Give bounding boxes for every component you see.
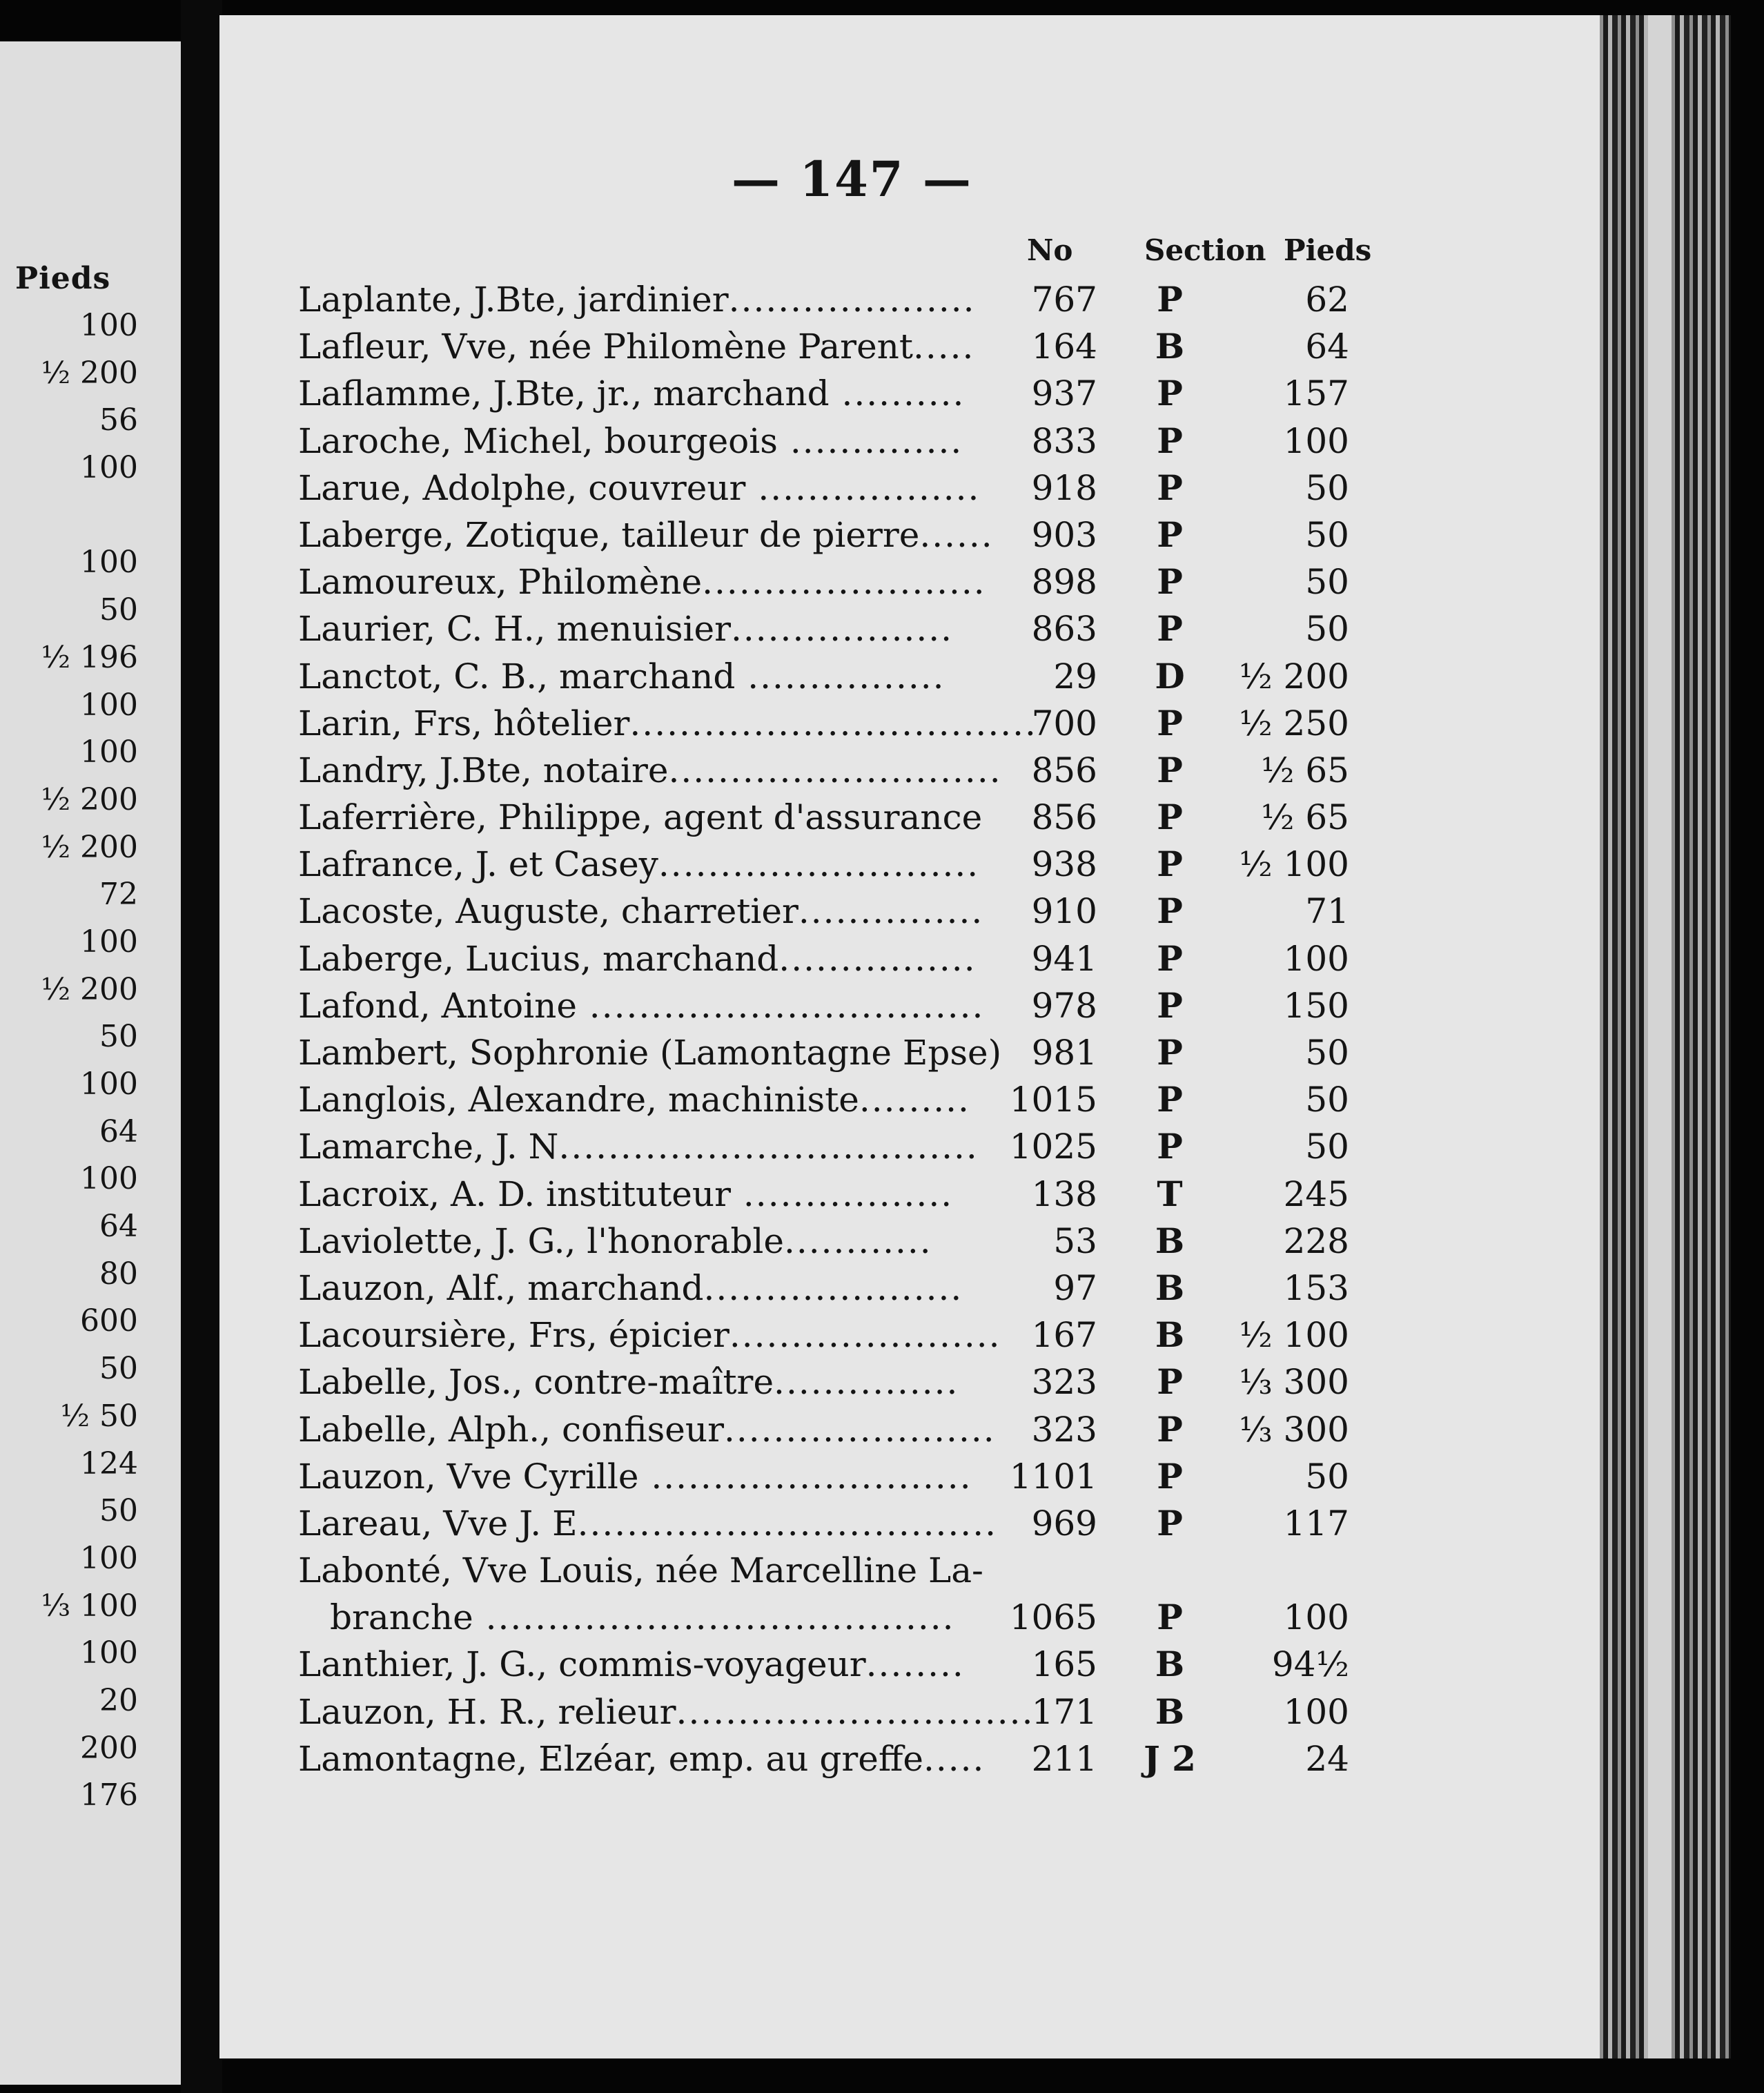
table-row xyxy=(290,794,1394,841)
entry-number: 1101 xyxy=(1009,1456,1097,1497)
entry-pieds: 50 xyxy=(1305,1033,1349,1073)
leader-dots: ............................. xyxy=(676,1691,1035,1732)
entry-section: P xyxy=(1157,1032,1183,1073)
table-row xyxy=(290,1029,1394,1076)
entry-section: P xyxy=(1157,890,1183,932)
entry-name xyxy=(298,1218,995,1265)
leader-dots: ............... xyxy=(798,891,984,932)
entry-section: P xyxy=(1157,561,1183,603)
entry-section: P xyxy=(1157,420,1183,461)
facing-page-value: 50 xyxy=(99,1351,138,1387)
entry-section: P xyxy=(1157,467,1183,508)
entry-name-text: Lacroix, A. D. instituteur xyxy=(298,1174,732,1214)
entry-pieds: 50 xyxy=(1305,609,1349,650)
entry-name xyxy=(298,794,995,841)
entry-section: B xyxy=(1155,1691,1185,1732)
leader-dots: ...................................... xyxy=(473,1597,955,1638)
entry-section: P xyxy=(1157,749,1183,790)
table-row xyxy=(290,558,1394,605)
facing-page-value: ½ 200 xyxy=(41,355,138,391)
leader-dots: ...................... xyxy=(729,1315,1001,1356)
entry-name-text: Lacoste, Auguste, charretier xyxy=(298,891,798,932)
table-row xyxy=(290,465,1394,512)
entry-section: P xyxy=(1157,1361,1183,1403)
entry-number: 856 xyxy=(1031,797,1097,838)
entry-name xyxy=(298,1735,995,1782)
facing-page-value: 100 xyxy=(80,1161,138,1197)
facing-page-value: 64 xyxy=(99,1113,138,1149)
entry-number: 918 xyxy=(1031,467,1097,508)
facing-page-value: 72 xyxy=(99,877,138,913)
leader-dots: .................... xyxy=(728,280,976,320)
entry-name-text: Labelle, Jos., contre-maître xyxy=(298,1362,774,1403)
entry-number: 29 xyxy=(1053,656,1097,697)
facing-page-value: ½ 200 xyxy=(41,829,138,865)
entry-pieds: ½ 250 xyxy=(1239,703,1349,743)
entry-name-text: Larin, Frs, hôtelier xyxy=(298,703,630,743)
facing-page-value: 600 xyxy=(80,1303,138,1339)
entry-number: 767 xyxy=(1031,280,1097,320)
leader-dots: ..... xyxy=(912,327,975,367)
entry-name-text: Lafleur, Vve, née Philomène Parent xyxy=(298,327,913,367)
table-row xyxy=(290,841,1394,888)
entry-name xyxy=(298,888,995,935)
facing-page-value: 50 xyxy=(99,1493,138,1529)
entry-number: 863 xyxy=(1031,609,1097,650)
facing-page-value: 100 xyxy=(80,734,138,770)
entry-pieds: 100 xyxy=(1283,938,1349,979)
table-row xyxy=(290,700,1394,747)
entry-pieds: ½ 100 xyxy=(1239,844,1349,885)
table-row xyxy=(290,1406,1394,1453)
entry-name xyxy=(298,1500,995,1547)
entry-pieds: ⅓ 300 xyxy=(1239,1409,1349,1450)
entry-name-text: Lauzon, H. R., relieur xyxy=(298,1691,676,1732)
entry-name xyxy=(298,605,995,652)
entry-name-text: Lafond, Antoine xyxy=(298,985,577,1026)
entry-name xyxy=(298,747,1002,794)
facing-page-value: ⅓ 100 xyxy=(41,1588,138,1624)
register-table xyxy=(290,276,1394,1782)
entry-number: 938 xyxy=(1031,844,1097,885)
entry-name-text: Lauzon, Vve Cyrille xyxy=(298,1456,639,1497)
facing-page-value: 200 xyxy=(80,1730,138,1766)
facing-page-value: 20 xyxy=(99,1682,138,1718)
entry-pieds: 50 xyxy=(1305,467,1349,508)
table-row xyxy=(290,888,1394,935)
leader-dots: ................. xyxy=(731,1174,954,1214)
leader-dots: ................ xyxy=(778,938,977,979)
entry-pieds: 228 xyxy=(1283,1220,1349,1261)
entry-name-text: Laferrière, Philippe, agent d'assurance xyxy=(298,797,983,838)
leader-dots: .......................... xyxy=(658,844,980,885)
entry-name-text: Labonté, Vve Louis, née Marcelline La- xyxy=(298,1550,983,1591)
column-header-pieds: Pieds xyxy=(1284,233,1372,267)
table-row xyxy=(290,1500,1394,1547)
entry-name-text: Lanctot, C. B., marchand xyxy=(298,656,736,697)
leader-dots: ...................... xyxy=(723,1409,996,1450)
entry-number: 165 xyxy=(1031,1644,1097,1685)
entry-number: 138 xyxy=(1031,1174,1097,1214)
entry-number: 1065 xyxy=(1009,1597,1097,1638)
entry-section: D xyxy=(1155,655,1185,697)
entry-name xyxy=(298,1029,1002,1076)
table-row xyxy=(290,1453,1394,1500)
entry-name-text: Langlois, Alexandre, machiniste xyxy=(298,1080,859,1120)
entry-section: P xyxy=(1157,1597,1183,1638)
entry-name xyxy=(298,323,995,370)
leader-dots: .......... xyxy=(829,373,966,414)
entry-name-text: Lambert, Sophronie (Lamontagne Epse) xyxy=(298,1033,1002,1073)
leader-dots: ..................... xyxy=(703,1267,963,1308)
facing-page-value: ½ 196 xyxy=(41,639,138,675)
book-gutter xyxy=(181,0,222,2093)
entry-pieds: 50 xyxy=(1305,1127,1349,1167)
leader-dots: ..... xyxy=(923,1738,986,1779)
entry-pieds: 157 xyxy=(1283,373,1349,414)
entry-name xyxy=(330,1594,1027,1641)
entry-name-text: Lacoursière, Frs, épicier xyxy=(298,1315,729,1356)
entry-pieds: ½ 200 xyxy=(1239,656,1349,697)
entry-name-text: Lamarche, J. N xyxy=(298,1127,559,1167)
entry-name-text: Laviolette, J. G., l'honorable xyxy=(298,1220,784,1261)
table-row xyxy=(290,1171,1394,1218)
leader-dots: ................................. xyxy=(629,703,1037,743)
table-row xyxy=(290,370,1394,417)
facing-page-value: 56 xyxy=(99,402,138,438)
entry-name-text: Laplante, J.Bte, jardinier xyxy=(298,280,729,320)
entry-number: 941 xyxy=(1031,938,1097,979)
table-row xyxy=(290,1547,1394,1594)
entry-number: 171 xyxy=(1031,1691,1097,1732)
entry-name xyxy=(298,465,995,512)
facing-page-header: Pieds xyxy=(15,261,111,296)
leader-dots: ....................... xyxy=(702,562,986,603)
column-header-section: Section xyxy=(1144,233,1266,267)
entry-name xyxy=(298,935,995,982)
entry-name xyxy=(298,370,995,417)
entry-pieds: ½ 65 xyxy=(1261,750,1349,790)
page-edges xyxy=(1600,15,1731,2058)
entry-pieds: ½ 65 xyxy=(1261,797,1349,838)
entry-number: 903 xyxy=(1031,514,1097,555)
entry-section: P xyxy=(1157,937,1183,979)
entry-number: 898 xyxy=(1031,562,1097,603)
facing-page-value: 100 xyxy=(80,1635,138,1671)
entry-name xyxy=(298,1265,995,1312)
entry-pieds: 100 xyxy=(1283,1691,1349,1732)
entry-pieds: 50 xyxy=(1305,1456,1349,1497)
entry-name xyxy=(298,1688,1035,1735)
entry-section: P xyxy=(1157,1126,1183,1167)
entry-name xyxy=(298,1076,995,1123)
table-row xyxy=(290,418,1394,465)
facing-page-value: 100 xyxy=(80,1067,138,1102)
leader-dots: ........ xyxy=(865,1644,965,1685)
entry-section: P xyxy=(1157,844,1183,885)
facing-page xyxy=(0,41,181,2085)
entry-pieds: 245 xyxy=(1283,1174,1349,1214)
facing-page-value xyxy=(0,492,138,540)
page-number: — 147 — xyxy=(732,150,972,208)
entry-pieds: 50 xyxy=(1305,1080,1349,1120)
entry-name xyxy=(298,276,995,323)
entry-name-text: Larue, Adolphe, couvreur xyxy=(298,467,746,508)
entry-section: P xyxy=(1157,373,1183,414)
entry-pieds: 117 xyxy=(1283,1503,1349,1544)
entry-name-text: Lamoureux, Philomène xyxy=(298,562,703,603)
facing-page-value: ½ 50 xyxy=(60,1398,138,1434)
entry-number: 97 xyxy=(1053,1267,1097,1308)
facing-page-value: 100 xyxy=(80,450,138,486)
table-row xyxy=(290,1218,1394,1265)
table-row xyxy=(290,653,1394,700)
table-row xyxy=(290,1688,1394,1735)
table-row xyxy=(290,605,1394,652)
entry-section: J 2 xyxy=(1144,1737,1196,1779)
facing-page-value: ½ 200 xyxy=(41,781,138,817)
entry-section: B xyxy=(1155,1267,1185,1308)
table-row xyxy=(290,1265,1394,1312)
entry-name xyxy=(298,512,995,558)
entry-name-text: Lanthier, J. G., commis-voyageur xyxy=(298,1644,866,1685)
facing-page-value: 100 xyxy=(80,545,138,581)
entry-number: 211 xyxy=(1031,1738,1097,1779)
facing-page-value: 64 xyxy=(99,1209,138,1245)
facing-page-value: 100 xyxy=(80,687,138,723)
entry-section: B xyxy=(1155,1644,1185,1685)
entry-name-text: Laberge, Zotique, tailleur de pierre xyxy=(298,514,920,555)
entry-section: P xyxy=(1157,279,1183,320)
leader-dots: .......................... xyxy=(638,1456,972,1497)
entry-name-text: Lamontagne, Elzéar, emp. au greffe xyxy=(298,1738,923,1779)
entry-section: P xyxy=(1157,514,1183,555)
entry-number: 53 xyxy=(1053,1220,1097,1261)
leader-dots: .................................. xyxy=(558,1127,979,1167)
leader-dots: ................................ xyxy=(576,985,985,1026)
leader-dots: ........................... xyxy=(668,750,1002,790)
entry-number: 833 xyxy=(1031,420,1097,461)
leader-dots: ......... xyxy=(859,1080,970,1120)
facing-page-value: 80 xyxy=(99,1256,138,1292)
leader-dots: ...... xyxy=(919,514,994,555)
entry-name xyxy=(298,418,995,465)
entry-pieds: 100 xyxy=(1283,420,1349,461)
facing-page-value: 50 xyxy=(99,592,138,628)
entry-name-text: Lauzon, Alf., marchand xyxy=(298,1267,704,1308)
entry-name xyxy=(298,1453,995,1500)
entry-name-text: Laurier, C. H., menuisier xyxy=(298,609,731,650)
entry-number: 167 xyxy=(1031,1315,1097,1356)
entry-pieds: 62 xyxy=(1305,280,1349,320)
entry-pieds: 71 xyxy=(1305,891,1349,932)
entry-number: 323 xyxy=(1031,1409,1097,1450)
entry-name xyxy=(298,1312,1001,1359)
facing-page-value: ½ 200 xyxy=(41,971,138,1007)
entry-section: P xyxy=(1157,1455,1183,1497)
entry-number: 937 xyxy=(1031,373,1097,414)
entry-name-text: Laflamme, J.Bte, jr., marchand xyxy=(298,373,830,414)
leader-dots: ............... xyxy=(774,1362,959,1403)
table-row xyxy=(290,512,1394,558)
facing-page-value: 100 xyxy=(80,308,138,343)
table-row xyxy=(290,747,1394,794)
entry-section: P xyxy=(1157,1408,1183,1450)
entry-name-text: Laberge, Lucius, marchand xyxy=(298,938,779,979)
entry-section: P xyxy=(1157,1502,1183,1544)
entry-name xyxy=(298,1171,995,1218)
facing-page-value: 50 xyxy=(99,1019,138,1055)
entry-number: 981 xyxy=(1031,1033,1097,1073)
table-row xyxy=(290,1641,1394,1688)
table-row xyxy=(290,323,1394,370)
entry-section: B xyxy=(1155,326,1185,367)
entry-pieds: 64 xyxy=(1305,327,1349,367)
leader-dots: .................................. xyxy=(577,1503,997,1544)
entry-name xyxy=(298,1123,995,1170)
entry-name-text: Labelle, Alph., confiseur xyxy=(298,1409,724,1450)
entry-section: P xyxy=(1157,702,1183,743)
entry-pieds: 153 xyxy=(1283,1267,1349,1308)
leader-dots: ............ xyxy=(783,1220,932,1261)
entry-section: P xyxy=(1157,797,1183,838)
facing-page-value: 100 xyxy=(80,924,138,960)
column-header-no: No xyxy=(1027,233,1073,267)
table-row xyxy=(290,276,1394,323)
facing-page-value: 100 xyxy=(80,1540,138,1576)
entry-number: 910 xyxy=(1031,891,1097,932)
entry-number: 1015 xyxy=(1009,1080,1097,1120)
entry-pieds: 150 xyxy=(1283,985,1349,1026)
entry-number: 700 xyxy=(1031,703,1097,743)
entry-name xyxy=(298,1547,995,1594)
entry-pieds: 50 xyxy=(1305,514,1349,555)
entry-name xyxy=(298,1406,995,1453)
facing-page-pieds-column xyxy=(0,302,138,1820)
entry-section: B xyxy=(1155,1314,1185,1356)
entry-pieds: 24 xyxy=(1305,1738,1349,1779)
entry-name-text: Laroche, Michel, bourgeois xyxy=(298,420,778,461)
entry-name xyxy=(298,1359,995,1405)
table-row xyxy=(290,982,1394,1029)
entry-section: P xyxy=(1157,608,1183,650)
entry-pieds: 94½ xyxy=(1271,1644,1349,1685)
table-row xyxy=(290,1594,1394,1641)
entry-name xyxy=(298,1641,995,1688)
table-row xyxy=(290,1359,1394,1405)
entry-number: 856 xyxy=(1031,750,1097,790)
entry-number: 978 xyxy=(1031,985,1097,1026)
table-row xyxy=(290,1076,1394,1123)
leader-dots: .................. xyxy=(745,467,981,508)
entry-pieds: 50 xyxy=(1305,562,1349,603)
entry-section: P xyxy=(1157,984,1183,1026)
table-row xyxy=(290,935,1394,982)
entry-name xyxy=(298,653,995,700)
entry-name-text: Lareau, Vve J. E xyxy=(298,1503,578,1544)
entry-name xyxy=(298,982,995,1029)
entry-name xyxy=(298,700,1037,747)
entry-pieds: ⅓ 300 xyxy=(1239,1362,1349,1403)
table-row xyxy=(290,1735,1394,1782)
leader-dots: .............. xyxy=(777,420,963,461)
entry-number: 164 xyxy=(1031,327,1097,367)
entry-number: 1025 xyxy=(1009,1127,1097,1167)
entry-name-text: branche xyxy=(330,1597,473,1638)
entry-section: T xyxy=(1157,1173,1183,1214)
entry-section: B xyxy=(1155,1220,1185,1261)
entry-name xyxy=(298,558,995,605)
entry-section: P xyxy=(1157,1079,1183,1120)
entry-name-text: Lafrance, J. et Casey xyxy=(298,844,658,885)
entry-number: 323 xyxy=(1031,1362,1097,1403)
table-row xyxy=(290,1312,1394,1359)
leader-dots: .................. xyxy=(730,609,954,650)
entry-name xyxy=(298,841,995,888)
facing-page-value: 176 xyxy=(80,1778,138,1813)
entry-pieds: 100 xyxy=(1283,1597,1349,1638)
table-row xyxy=(290,1123,1394,1170)
entry-number: 969 xyxy=(1031,1503,1097,1544)
leader-dots: ................ xyxy=(735,656,945,697)
facing-page-value: 124 xyxy=(80,1445,138,1481)
entry-name-text: Landry, J.Bte, notaire xyxy=(298,750,669,790)
entry-pieds: ½ 100 xyxy=(1239,1315,1349,1356)
